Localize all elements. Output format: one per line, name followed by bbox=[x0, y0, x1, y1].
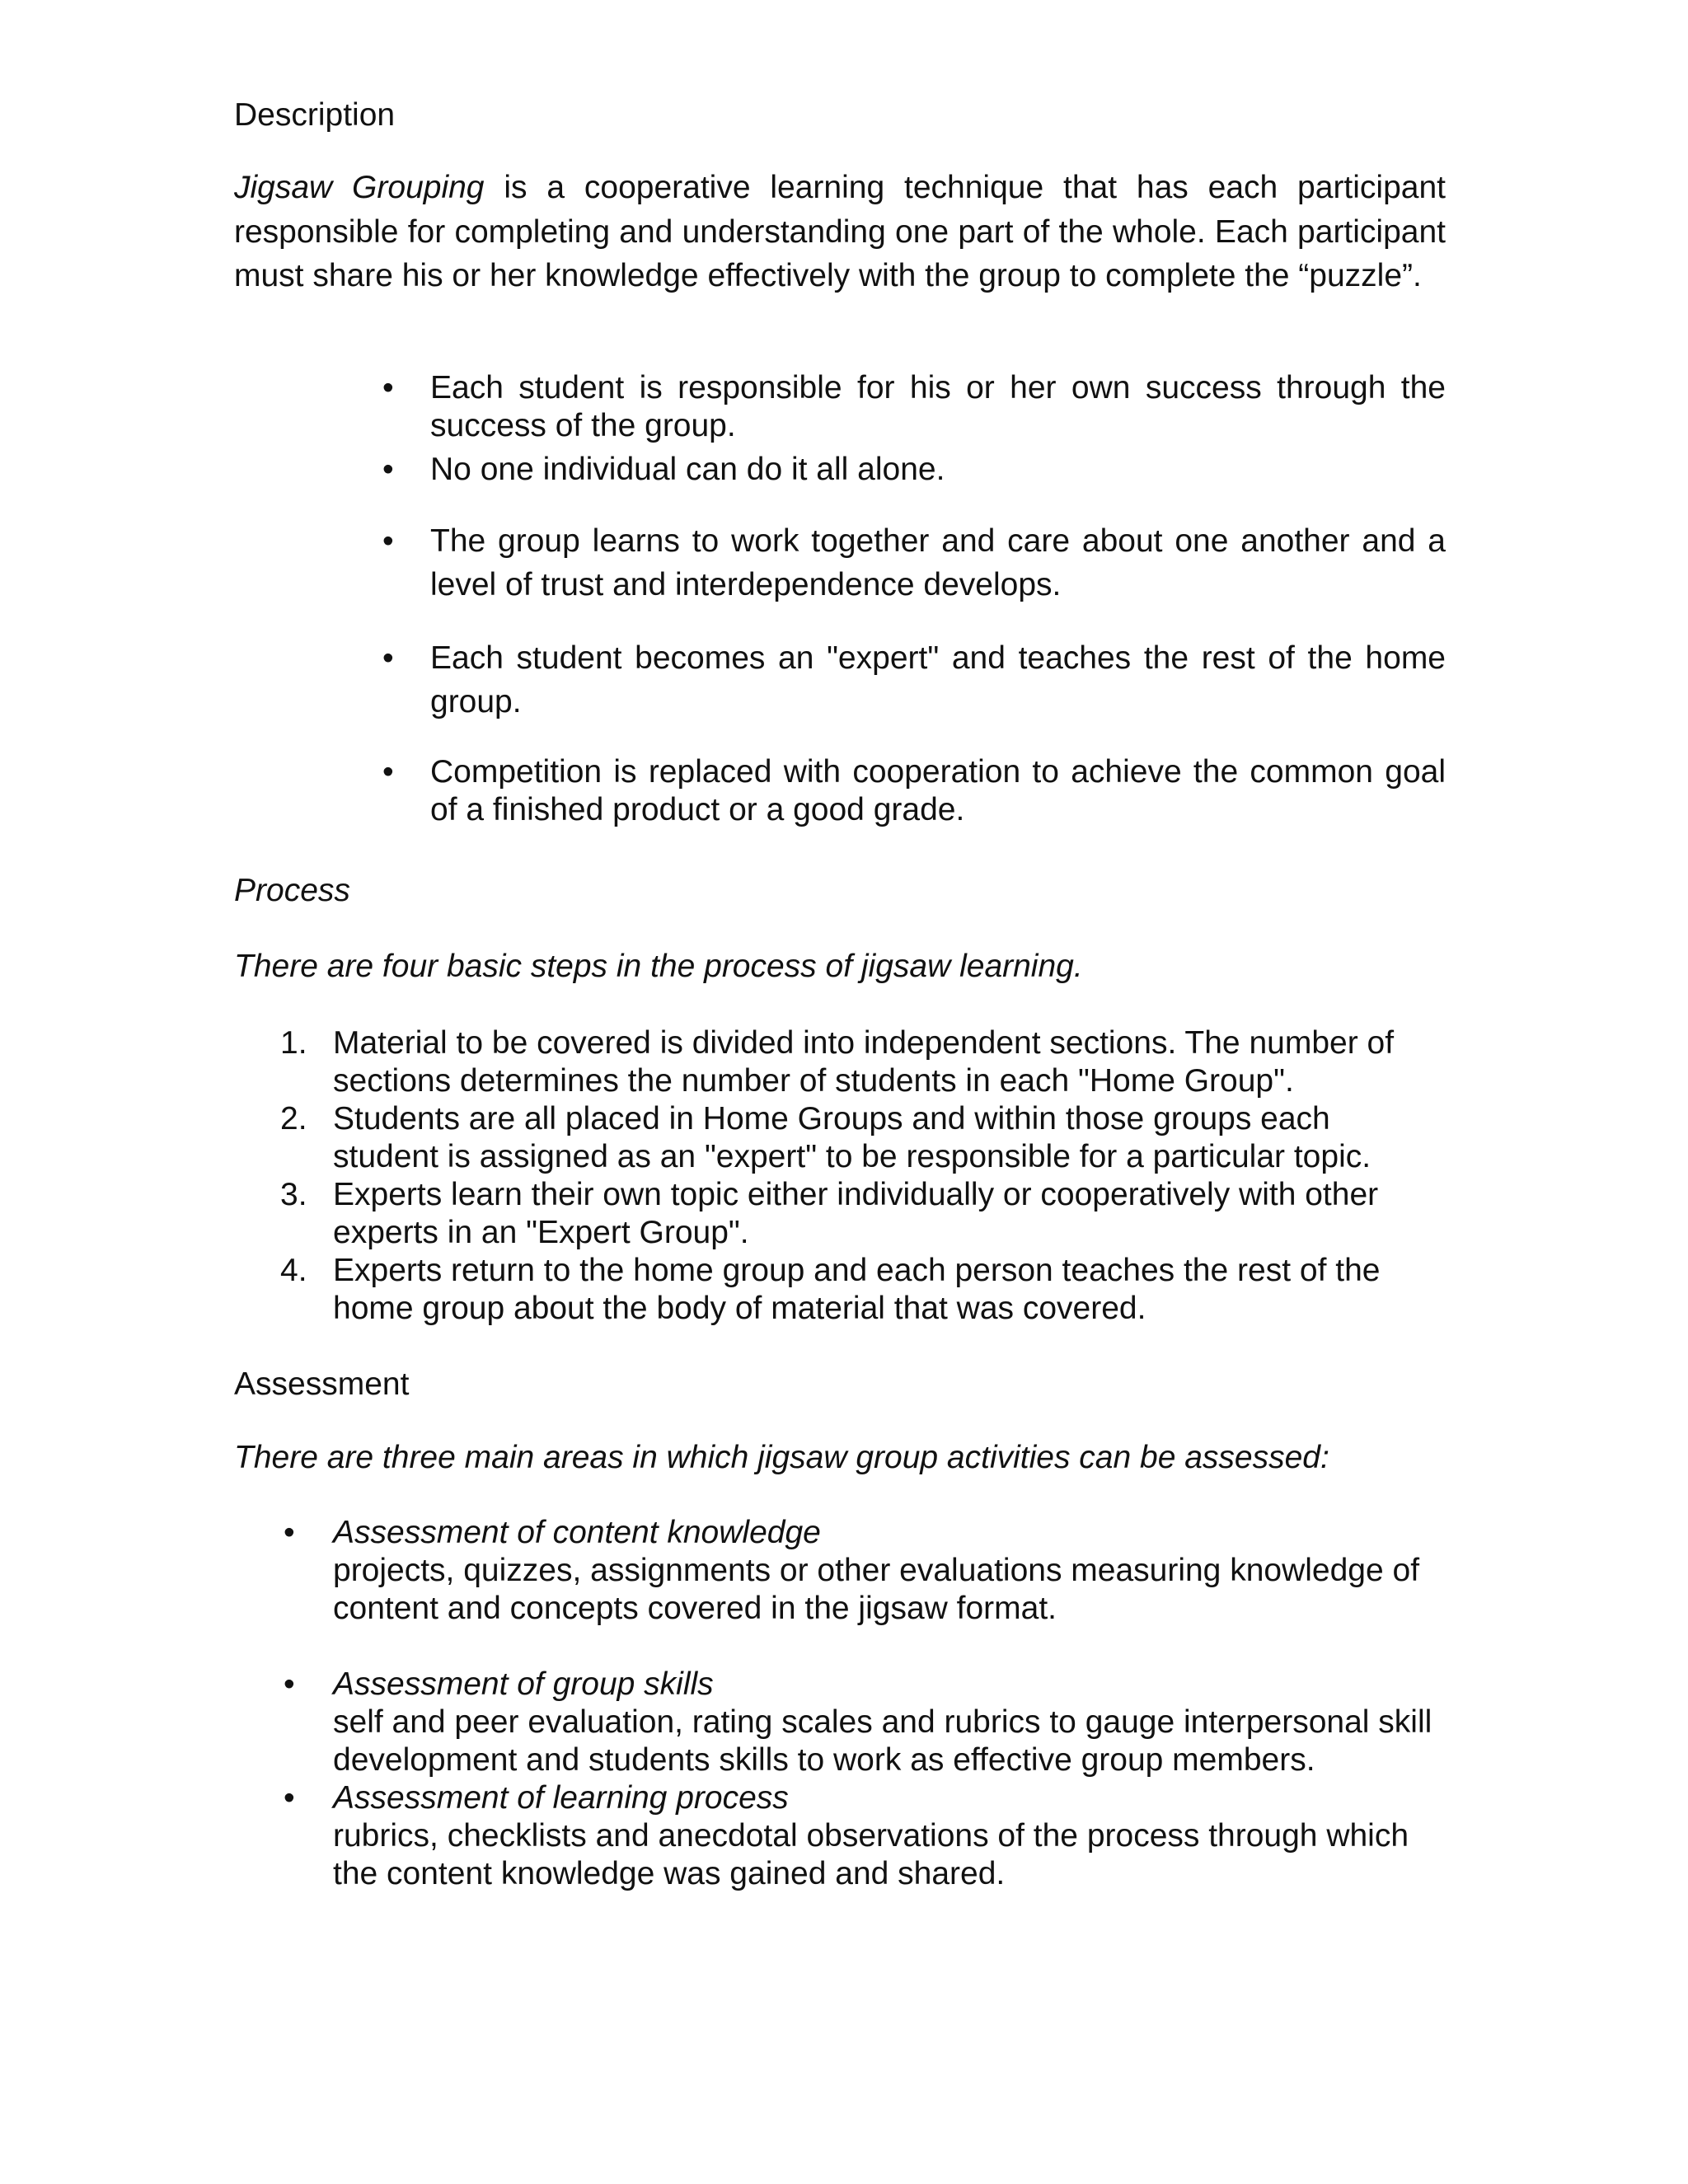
bullet-icon: • bbox=[284, 1515, 295, 1550]
step-text: Material to be covered is divided into independent sections. The number of sections determines the number of students in each "Home Group". bbox=[333, 1025, 1395, 1099]
step-number: 2. bbox=[280, 1101, 307, 1137]
description-heading: Description bbox=[234, 97, 396, 133]
list-item bbox=[280, 1176, 1437, 1252]
bullet-icon: • bbox=[382, 754, 394, 790]
intro-text: is a cooperative learning technique that has each participant responsible for completing and understanding one part of the whole. Each participant must share his or her knowledge effectively with the group to complete the “puzzle”. bbox=[234, 170, 1446, 293]
assessment-desc: projects, quizzes, assignments or other evaluations measuring knowledge of content and concepts covered in the jigsaw format. bbox=[333, 1553, 1420, 1626]
process-intro: There are four basic steps in the process of jigsaw learning. bbox=[234, 949, 1083, 984]
bullet-text: The group learns to work together and care about one another and a level of trust and interdependence develops. bbox=[430, 523, 1446, 602]
list-item bbox=[284, 1779, 1454, 1893]
bullet-icon: • bbox=[382, 370, 394, 405]
bullet-text: No one individual can do it all alone. bbox=[430, 452, 945, 487]
step-number: 1. bbox=[280, 1025, 307, 1061]
bullet-text: Each student becomes an "expert" and teaches the rest of the home group. bbox=[430, 640, 1446, 719]
list-item bbox=[382, 450, 1446, 489]
bullet-icon: • bbox=[284, 1666, 295, 1702]
bullet-text: Competition is replaced with cooperation to achieve the common goal of a finished product or a good grade. bbox=[430, 754, 1446, 827]
process-heading: Process bbox=[234, 873, 350, 908]
step-text: Experts return to the home group and each person teaches the rest of the home group about the body of material that was covered. bbox=[333, 1253, 1381, 1326]
assessment-title: Assessment of learning process bbox=[333, 1780, 789, 1816]
assessment-title: Assessment of group skills bbox=[333, 1666, 714, 1702]
list-item bbox=[382, 369, 1446, 445]
bullet-text: Each student is responsible for his or her own success through the success of the group. bbox=[430, 370, 1446, 443]
list-item bbox=[280, 1024, 1437, 1100]
list-item bbox=[280, 1100, 1437, 1176]
assessment-desc: self and peer evaluation, rating scales and rubrics to gauge interpersonal skill development and students skills to work as effective group members. bbox=[333, 1704, 1432, 1778]
bullet-icon: • bbox=[382, 640, 394, 676]
step-text: Experts learn their own topic either individually or cooperatively with other experts in an "Expert Group". bbox=[333, 1177, 1379, 1250]
list-item bbox=[280, 1252, 1437, 1328]
assessment-heading: Assessment bbox=[234, 1366, 410, 1402]
assessment-title: Assessment of content knowledge bbox=[333, 1515, 821, 1550]
bullet-icon: • bbox=[284, 1780, 295, 1816]
bullet-icon: • bbox=[382, 523, 394, 559]
intro-paragraph bbox=[234, 166, 1446, 298]
list-item bbox=[382, 636, 1446, 724]
intro-term: Jigsaw Grouping bbox=[234, 170, 485, 205]
list-item bbox=[382, 519, 1446, 607]
step-number: 3. bbox=[280, 1177, 307, 1212]
bullet-icon: • bbox=[382, 452, 394, 487]
assessment-intro: There are three main areas in which jigsaw group activities can be assessed: bbox=[234, 1440, 1329, 1475]
list-item bbox=[284, 1666, 1454, 1779]
assessment-desc: rubrics, checklists and anecdotal observations of the process through which the content knowledge was gained and shared. bbox=[333, 1818, 1409, 1891]
step-number: 4. bbox=[280, 1253, 307, 1288]
step-text: Students are all placed in Home Groups and within those groups each student is assigned as an "expert" to be responsible for a particular topic. bbox=[333, 1101, 1372, 1174]
list-item bbox=[382, 753, 1446, 829]
list-item bbox=[284, 1514, 1454, 1628]
